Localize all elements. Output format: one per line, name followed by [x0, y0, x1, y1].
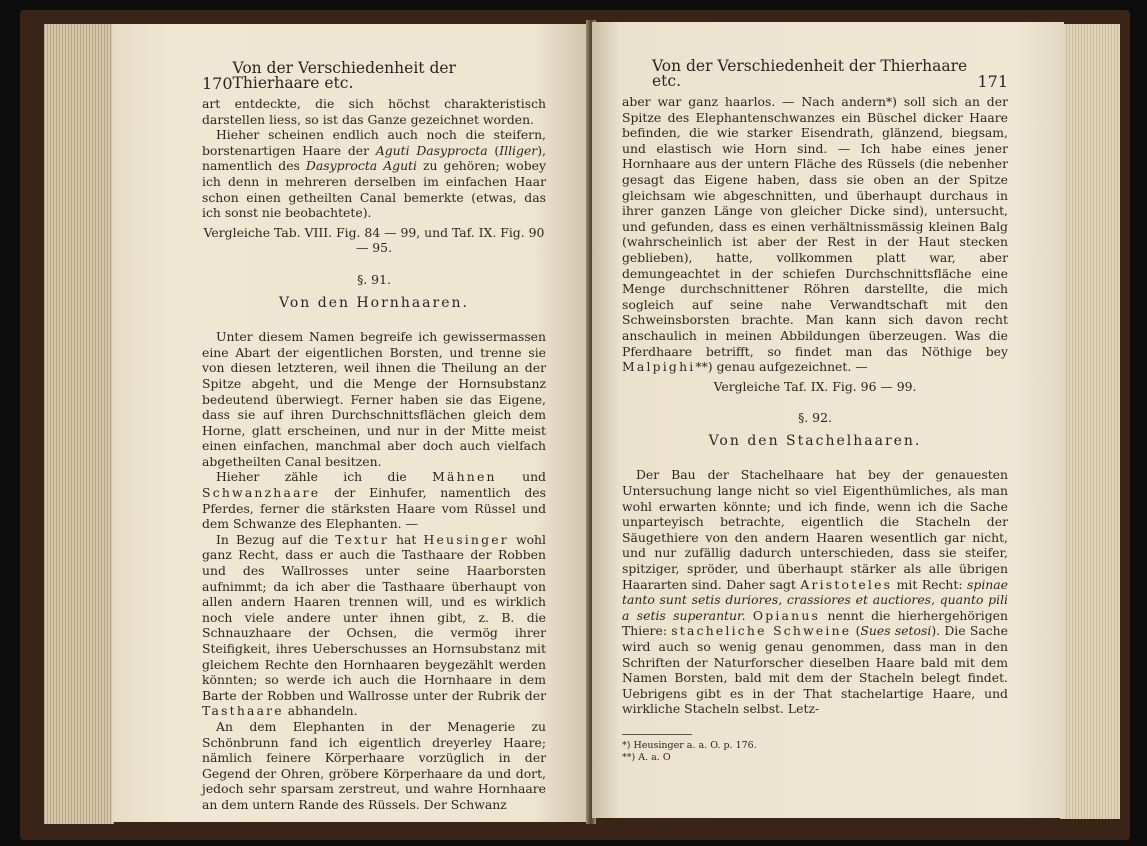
- paragraph: art entdeckte, die sich höchst charakteristisch darstellen liess, so ist das Ganze gezeichnet worden.: [202, 96, 546, 127]
- right-running-header: [622, 56, 1008, 92]
- left-page: [112, 24, 590, 822]
- page-edges-right: [1060, 24, 1120, 819]
- footnote-rule: [622, 734, 692, 735]
- paragraph: In Bezug auf die Textur hat Heusinger wohl ganz Recht, dass er auch die Tasthaare der Robben und des Wallrosses unter seine Haarborsten aufnimmt; da ich aber die Tasthaare überhaupt von allen andern Haaren trennen will, und es wirklich noch viele andere unter ihnen gibt, z. B. die Schnauzhaare der Ochsen, die vermög ihrer Steifigkeit, ihres Ueberschusses an Hornsubstanz mit gleichem Rechte den Hornhaaren beygezählt werden könnten; so werde ich auch die Hornhaare in dem Barte der Robben und Wallrosse unter der Rubrik der Tasthaare abhandeln.: [202, 531, 546, 719]
- paragraph: Unter diesem Namen begreife ich gewissermassen eine Abart der eigentlichen Borsten, und trenne sie von diesen letzteren, weil ihnen die Theilung an der Spitze abgeht, und die Menge der Hornsubstanz bedeutend überwiegt. Ferner haben sie das Eigene, dass sie auf ihren Durchschnittsflächen gleich dem Horne, glatt erscheinen, und nur in der Mitte meist einen einfachen, manchmal aber doch auch vielfach abgetheilten Canal besitzen.: [202, 329, 546, 469]
- right-page: [592, 22, 1064, 818]
- page-number: 170: [202, 74, 233, 94]
- page-number: 171: [977, 72, 1008, 92]
- paragraph: Der Bau der Stachelhaare hat bey der genauesten Untersuchung lange nicht so viel Eigenthümliches, als man wohl erwarten könnte; und ich finde, wenn ich die Sache unparteyisch betrachte, eigentlich die Stacheln der Säugethiere von den andern Haaren wesentlich gar nicht, und nur zufällig dadurch unterschieden, dass sie steifer, spitziger, spröder, und überhaupt stärker als alle übrigen Haararten sind. Daher sagt Aristoteles mit Recht: spinae tanto sunt setis duriores, crassiores et auctiores, quanto pili a setis superantur. Opianus nennt die hierhergehörigen Thiere: stacheliche Schweine (Sues setosi). Die Sache wird auch so wenig genau genommen, dass man in den Schriften der Naturforscher dieselben Haare bald mit dem Namen Borsten, bald mit dem der Stacheln belegt findet. Uebrigens gibt es in der That stachelartige Haare, und wirkliche Stacheln selbst. Letz-: [622, 467, 1008, 717]
- footnotes: [622, 734, 1008, 764]
- paragraph: aber war ganz haarlos. — Nach andern*) soll sich an der Spitze des Elephantenschwanzes ein Büschel dicker Haare befinden, die wie starker Eisendrath, glänzend, biegsam, und elastisch wie Horn sind. — Ich habe eines jener Hornhaare aus der untern Fläche des Rüssels (die nebenher gesagt das Eigene haben, dass sie oben an der Spitze gleichsam wie abgeschnitten, und überhaupt durchaus in ihrer ganzen Länge von gleicher Dicke sind), untersucht, und gefunden, dass es einen verhältnissmässig kleinen Balg (wahrscheinlich ist aber der Rest in der Haut stecken geblieben), hatte, vollkommen platt war, aber demungeachtet in der schiefen Durchschnittsfläche eine Menge durchschnittener Röhren darstellte, die mich sogleich auf seine nahe Verwandtschaft mit den Schweinsborsten brachte. Man kann sich davon recht anschaulich in meinen Abbildungen überzeugen. Was die Pferdhaare betrifft, so findet man das Nöthige bey Malpighi**) genau aufgezeichnet. —: [622, 94, 1008, 375]
- running-head: Von der Verschiedenheit der Thierhaare etc.: [232, 58, 456, 93]
- figure-reference: Vergleiche Tab. VIII. Fig. 84 — 99, und Taf. IX. Fig. 90 — 95.: [203, 224, 545, 256]
- paragraph: Hieher zähle ich die Mähnen und Schwanzhaare der Einhufer, namentlich des Pferdes, ferner die stärksten Haare vom Rüssel und dem Schwanze des Elephanten. —: [202, 469, 546, 532]
- paragraph: Hieher scheinen endlich auch noch die steifern, borstenartigen Haare der Aguti Dasyprocta (Illiger), namentlich des Dasyprocta Aguti zu gehören; wobey ich denn in mehreren derselben im einfachen Haar schon einen getheilten Canal bemerkte (etwas, das ich sonst nie beobachtete).: [202, 127, 546, 221]
- page-edges-left: [44, 24, 114, 824]
- figure-reference: Vergleiche Taf. IX. Fig. 96 — 99.: [713, 378, 917, 394]
- section-title: Von den Hornhaaren.: [279, 294, 469, 311]
- section-number: §. 91.: [357, 271, 391, 287]
- section-number: §. 92.: [798, 410, 832, 426]
- footnote: **) A. a. O: [622, 752, 671, 763]
- paragraph: An dem Elephanten in der Menagerie zu Schönbrunn fand ich eigentlich dreyerley Haare; nämlich feinere Körperhaare vorzüglich in der Gegend der Ohren, gröbere Körperhaare da und dort, jedoch sehr sparsam zerstreut, und wahre Hornhaare an dem untern Rande des Rüssels. Der Schwanz: [202, 718, 546, 812]
- left-running-header: [202, 58, 546, 94]
- section-title: Von den Stachelhaaren.: [708, 432, 922, 449]
- footnote: *) Heusinger a. a. O. p. 176.: [622, 740, 757, 751]
- running-head: Von der Verschiedenheit der Thierhaare etc.: [652, 56, 968, 91]
